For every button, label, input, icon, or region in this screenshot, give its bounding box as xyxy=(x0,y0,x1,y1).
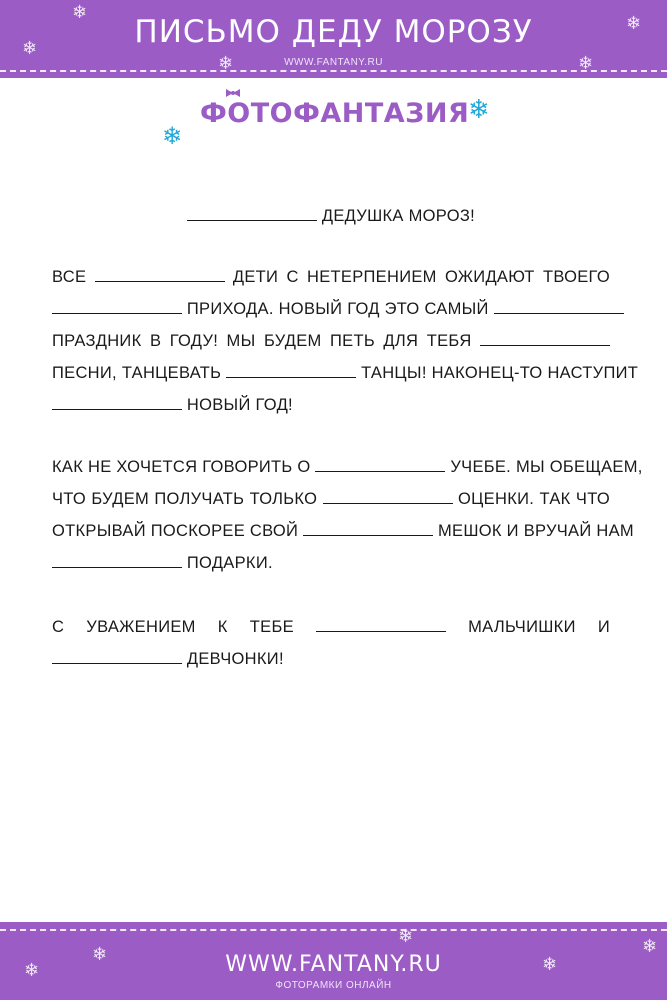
snowflake-icon: ❄ xyxy=(92,944,108,965)
letter-text: ВСЕ xyxy=(52,268,87,286)
blank-field[interactable] xyxy=(52,649,182,664)
blank-field[interactable] xyxy=(187,206,317,221)
snowflake-icon: ❄ xyxy=(398,926,414,947)
blank-field[interactable] xyxy=(303,521,433,536)
letter-text: ТАНЦЫ! НАКОНЕЦ-ТО НАСТУПИТ xyxy=(361,364,639,382)
blank-field[interactable] xyxy=(315,457,445,472)
snowflake-icon: ❄ xyxy=(24,960,40,981)
letter-text: МАЛЬЧИШКИ И xyxy=(468,618,610,636)
blank-field[interactable] xyxy=(323,489,453,504)
snowflake-icon: ❄ xyxy=(578,53,594,74)
snowflake-icon: ❄ xyxy=(626,13,642,34)
paragraph-line xyxy=(52,362,639,384)
blank-field[interactable] xyxy=(52,299,182,314)
blank-field[interactable] xyxy=(52,395,182,410)
snowflake-icon: ❄ xyxy=(162,122,183,150)
letter-text: ОЦЕНКИ. ТАК ЧТО xyxy=(458,490,610,508)
snowflake-icon: ❄ xyxy=(468,95,490,125)
paragraph-line xyxy=(52,520,634,542)
paragraph-line xyxy=(52,394,610,416)
letter-text: ОТКРЫВАЙ ПОСКОРЕЕ СВОЙ xyxy=(52,522,299,540)
letter-text: УЧЕБЕ. МЫ ОБЕЩАЕМ, xyxy=(450,458,643,476)
snowflake-icon: ❄ xyxy=(218,53,234,74)
paragraph-line xyxy=(52,552,610,574)
logo: ФОТОФАНТАЗИЯ xyxy=(200,98,470,129)
snowflake-icon: ❄ xyxy=(72,2,88,23)
letter-text: ДЕТИ С НЕТЕРПЕНИЕМ ОЖИДАЮТ ТВОЕГО xyxy=(232,268,610,286)
header-band xyxy=(0,0,667,78)
letter-text: ПОДАРКИ. xyxy=(186,554,273,572)
page-title: ПИСЬМО ДЕДУ МОРОЗУ xyxy=(134,14,533,50)
blank-field[interactable] xyxy=(52,553,182,568)
paragraph-line xyxy=(52,298,610,320)
paragraph-line xyxy=(52,330,610,352)
letter-text: КАК НЕ ХОЧЕТСЯ ГОВОРИТЬ О xyxy=(52,458,311,476)
blank-field[interactable] xyxy=(226,363,356,378)
footer-url: WWW.FANTANY.RU xyxy=(225,952,442,977)
footer-stitch-divider xyxy=(0,929,667,931)
paragraph-line xyxy=(52,456,643,478)
letter-text: ПЕСНИ, ТАНЦЕВАТЬ xyxy=(52,364,222,382)
letter-text: ДЕВЧОНКИ! xyxy=(186,650,284,668)
snowflake-icon: ❄ xyxy=(642,936,658,957)
blank-field[interactable] xyxy=(316,617,446,632)
snowflake-icon: ❄ xyxy=(22,38,38,59)
letter-text: НОВЫЙ ГОД! xyxy=(186,396,293,414)
blank-field[interactable] xyxy=(494,299,624,314)
header-stitch-divider xyxy=(0,70,667,72)
letter-text: ПРАЗДНИК В ГОДУ! МЫ БУДЕМ ПЕТЬ ДЛЯ ТЕБЯ xyxy=(52,332,472,350)
blank-field[interactable] xyxy=(480,331,610,346)
footer-caption: ФОТОРАМКИ ОНЛАЙН xyxy=(275,980,392,991)
header-site-url: WWW.FANTANY.RU xyxy=(284,57,383,68)
paragraph-line xyxy=(52,266,610,288)
paragraph-line xyxy=(52,488,610,510)
paragraph-line xyxy=(52,616,610,638)
letter-text: ЧТО БУДЕМ ПОЛУЧАТЬ ТОЛЬКО xyxy=(52,490,318,508)
letter-text: ПРИХОДА. НОВЫЙ ГОД ЭТО САМЫЙ xyxy=(186,300,489,318)
greeting-text: ДЕДУШКА МОРОЗ! xyxy=(321,207,476,225)
greeting-line xyxy=(52,205,610,227)
footer-band xyxy=(0,922,667,1000)
blank-field[interactable] xyxy=(95,267,225,282)
letter-text: МЕШОК И ВРУЧАЙ НАМ xyxy=(437,522,634,540)
snowflake-icon: ❄ xyxy=(542,954,558,975)
paragraph-line xyxy=(52,648,610,670)
letter-text: С УВАЖЕНИЕМ К ТЕБЕ xyxy=(52,618,294,636)
